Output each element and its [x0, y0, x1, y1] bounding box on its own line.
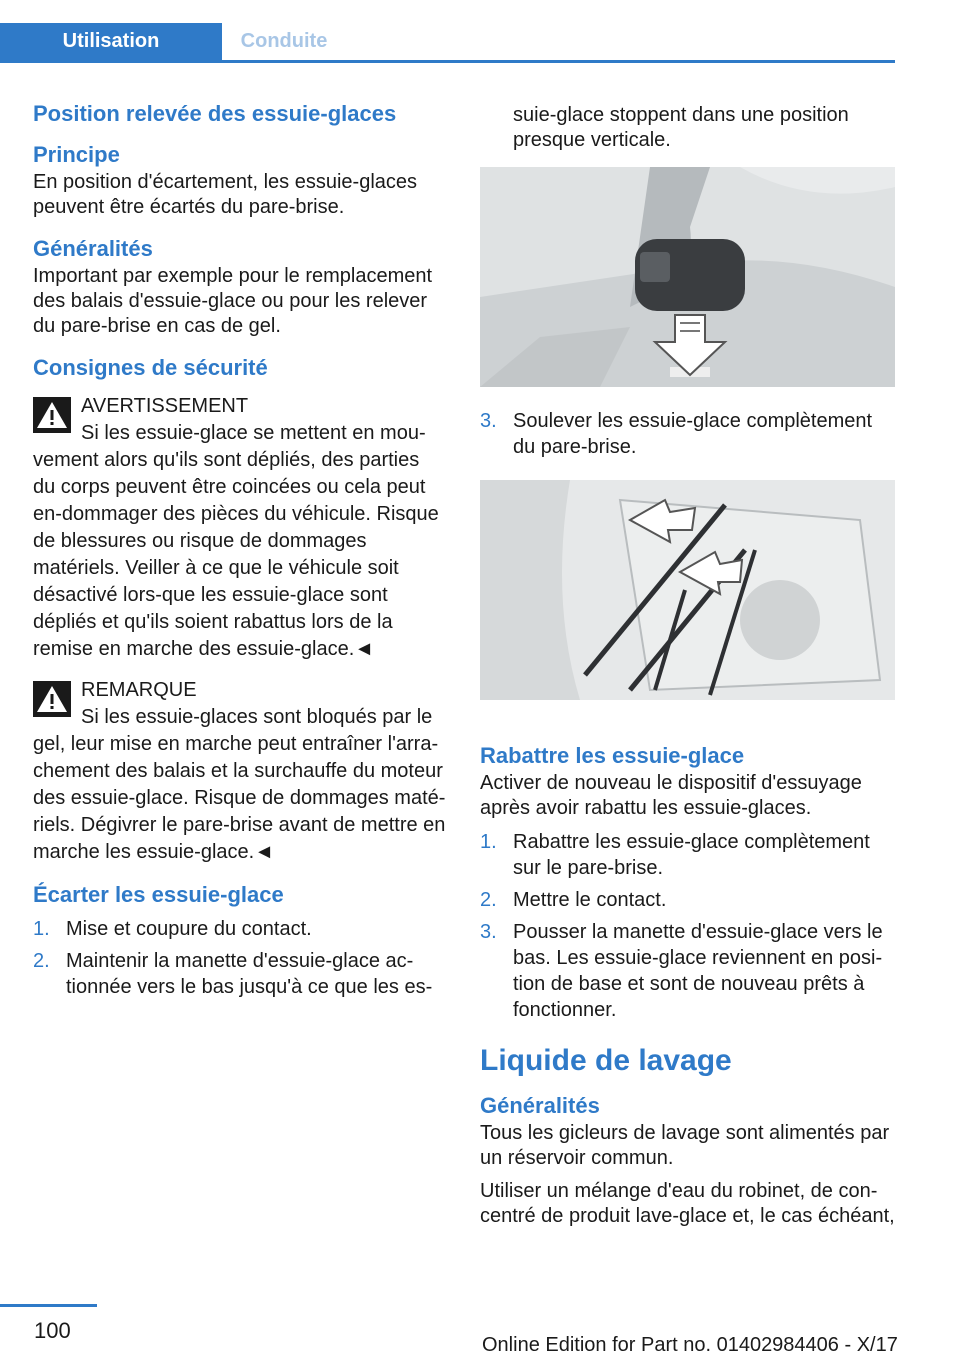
note-block	[33, 677, 447, 866]
left-column	[33, 100, 447, 1006]
note-text: gel, leur mise en marche peut entraîner l'arra-chement des balais et la surchauffe du moteur des essuie-glace. Risque de dommages maté-riels. Dégivrer le pare-brise avant de mettre en marche les essuie-glace.◄	[33, 733, 446, 863]
generalites-heading: Généralités	[33, 236, 153, 261]
warning-triangle-icon	[33, 397, 71, 433]
wipers-raised-illustration	[480, 480, 895, 700]
warning-text-first-line: Si les essuie-glace se mettent en mou-	[81, 422, 426, 444]
generalites-text: Important par exemple pour le remplacement des balais d'essuie-glace ou pour les relever du pare-brise en cas de gel.	[33, 265, 433, 337]
list-item	[33, 948, 447, 1000]
list-item	[480, 408, 895, 460]
ecarter-heading: Écarter les essuie-glace	[33, 882, 284, 907]
right-column	[480, 103, 895, 1237]
step-number: 3.	[480, 921, 497, 943]
edition-text: Online Edition for Part no. 01402984406 - X/17	[482, 1334, 898, 1356]
page-number: 100	[34, 1318, 71, 1343]
warning-title: AVERTISSEMENT	[81, 395, 249, 417]
principe-text: En position d'écartement, les essuie-glaces peuvent être écartés du pare-brise.	[33, 171, 418, 218]
tab-conduite[interactable]: Conduite	[240, 30, 328, 52]
step-number: 1.	[480, 831, 497, 853]
step-text: Maintenir la manette d'essuie-glace ac-tionnée vers le bas jusqu'à ce que les es-	[66, 950, 433, 998]
note-title: REMARQUE	[81, 679, 197, 701]
step-text: Rabattre les essuie-glace complètement sur le pare-brise.	[513, 831, 870, 879]
rabattre-heading: Rabattre les essuie-glace	[480, 743, 745, 768]
list-item	[33, 916, 447, 942]
list-item	[480, 919, 895, 1023]
warning-block	[33, 393, 447, 663]
step-number: 2.	[480, 889, 497, 911]
step-text: Pousser la manette d'essuie-glace vers le bas. Les essuie-glace reviennent en posi-tion de base et sont de nouveau prêts à fonctionner.	[513, 921, 883, 1021]
tab-divider	[0, 60, 895, 63]
footer-divider	[0, 1304, 97, 1307]
list-item	[480, 887, 895, 913]
step-number: 1.	[33, 918, 50, 940]
warning-triangle-icon	[33, 681, 71, 717]
note-text-first-line: Si les essuie-glaces sont bloqués par le	[81, 706, 433, 728]
step-text: Soulever les essuie-glace complètement du pare-brise.	[513, 410, 873, 458]
continuation-text: suie-glace stoppent dans une position presque verticale.	[513, 104, 849, 151]
list-item	[480, 829, 895, 881]
chapter-tabs	[0, 23, 895, 62]
step-number: 2.	[33, 950, 50, 972]
liquide-text-1: Tous les gicleurs de lavage sont alimentés par un réservoir commun.	[480, 1122, 890, 1169]
consignes-heading: Consignes de sécurité	[33, 355, 268, 380]
soulever-steps	[480, 408, 895, 460]
wiper-lever-illustration	[480, 167, 895, 387]
warning-text: vement alors qu'ils sont dépliés, des parties du corps peuvent être coincées ou cela peut en-dommager des pièces du véhicule. Risque de blessures ou risque de dommages matériels. Veiller à ce que le véhicule soit désactivé lors-que les essuie-glace sont dépliés et qu'ils soient rabattus lors de la remise en marche des essuie-glace.◄	[33, 449, 439, 660]
liquide-text-2: Utiliser un mélange d'eau du robinet, de con-centré de produit lave-glace et, le cas échéant,	[480, 1180, 895, 1227]
principe-heading: Principe	[33, 142, 120, 167]
step-text: Mettre le contact.	[513, 889, 667, 911]
rabattre-text: Activer de nouveau le dispositif d'essuyage après avoir rabattu les essuie-glaces.	[480, 772, 862, 819]
rabattre-steps	[480, 829, 895, 1023]
ecarter-steps	[33, 916, 447, 1000]
step-text: Mise et coupure du contact.	[66, 918, 312, 940]
liquide-heading: Liquide de lavage	[480, 1044, 732, 1077]
step-number: 3.	[480, 410, 497, 432]
tab-utilisation[interactable]: Utilisation	[0, 23, 222, 60]
liquide-generalites-heading: Généralités	[480, 1093, 600, 1118]
section-title: Position relevée des essuie-glaces	[33, 101, 397, 126]
